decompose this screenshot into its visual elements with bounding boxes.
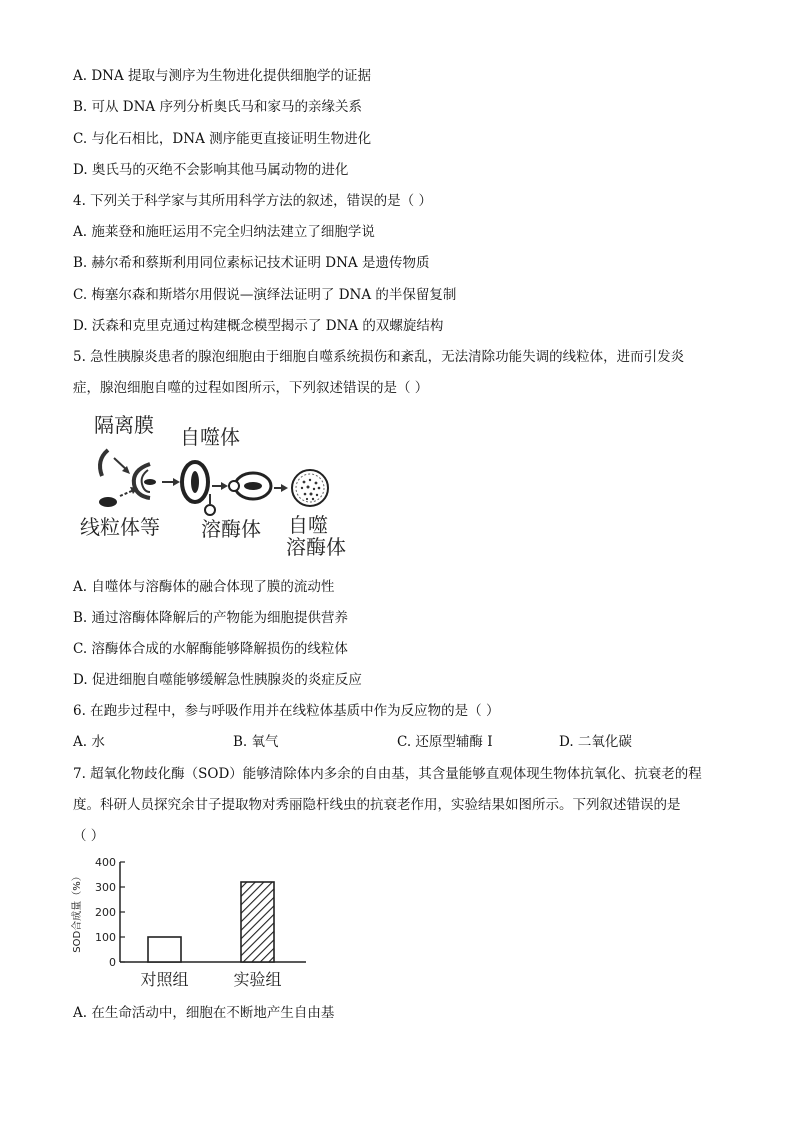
q7-stem-line3: （ ） <box>73 828 105 844</box>
chart-labels <box>140 970 281 989</box>
q3-option-a: A. DNA 提取与测序为生物进化提供细胞学的证据 <box>73 68 372 84</box>
y-axis-label: SOD合成量（%） <box>72 871 83 953</box>
q5-stem-line2: 症，腺泡细胞自噬的过程如图所示，下列叙述错误的是（ ） <box>73 380 429 396</box>
fusing-vesicle-cargo <box>244 482 262 490</box>
q5-option-b: B. 通过溶酶体降解后的产物能为细胞提供营养 <box>73 610 349 626</box>
q5-stem-line1: 5. 急性胰腺炎患者的腺泡细胞由于细胞自噬系统损伤和紊乱，无法清除功能失调的线粒体，进而引发炎 <box>73 349 685 365</box>
q6-stem: 6. 在跑步过程中，参与呼吸作用并在线粒体基质中作为反应物的是（ ） <box>73 703 500 719</box>
x-tick-label: 实验组 <box>233 970 282 989</box>
q3-option-d: D. 奥氏马的灭绝不会影响其他马属动物的进化 <box>73 162 349 178</box>
arrowhead-to-autophagosome <box>173 478 180 486</box>
y-tick-label: 200 <box>95 906 116 919</box>
q5-option-a: A. 自噬体与溶酶体的融合体现了膜的流动性 <box>73 579 335 595</box>
autophagy-diagram <box>78 408 378 560</box>
sod-bar-chart <box>66 850 316 995</box>
bar-2 <box>241 882 274 962</box>
y-tick-label: 300 <box>95 881 116 894</box>
q6-option-c: C. 还原型辅酶 Ⅰ <box>397 734 493 750</box>
q4-option-b: B. 赫尔希和蔡斯利用同位素标记技术证明 DNA 是遗传物质 <box>73 255 430 271</box>
label-lysosome: 溶酶体 <box>201 517 261 541</box>
y-tick-label: 0 <box>109 956 116 969</box>
bar-1 <box>148 937 181 962</box>
arrowhead-to-fusion <box>221 482 228 490</box>
q3-option-b: B. 可从 DNA 序列分析奥氏马和家马的亲缘关系 <box>73 99 362 115</box>
lysosome-shape <box>205 505 215 515</box>
engulfed-cargo <box>144 479 156 485</box>
label-autolysosome-line1: 自噬 <box>288 513 328 537</box>
y-tick-label: 100 <box>95 931 116 944</box>
mitochondrion-shape <box>99 497 117 507</box>
isolation-membrane-shape <box>100 450 108 476</box>
q6-options <box>73 732 632 752</box>
q4-option-d: D. 沃森和克里克通过构建概念模型揭示了 DNA 的双螺旋结构 <box>73 318 444 334</box>
q3-option-c: C. 与化石相比，DNA 测序能更直接证明生物进化 <box>73 131 372 147</box>
label-autolysosome-line2: 溶酶体 <box>286 535 346 559</box>
autolysosome-shape <box>292 470 328 506</box>
q7-stem-line1: 7. 超氧化物歧化酶（SOD）能够清除体内多余的自由基，其含量能够直观体现生物体抗氧化、抗衰老的程 <box>73 766 702 782</box>
label-isolation-membrane: 隔离膜 <box>94 413 154 437</box>
q4-option-c: C. 梅塞尔森和斯塔尔用假说—演绎法证明了 DNA 的半保留复制 <box>73 287 457 303</box>
fusing-lysosome <box>229 481 239 491</box>
q4-option-a: A. 施莱登和施旺运用不完全归纳法建立了细胞学说 <box>73 224 375 240</box>
label-autophagosome: 自噬体 <box>180 425 240 449</box>
autophagosome-cargo <box>191 471 199 493</box>
q6-option-b: B. 氧气 <box>233 734 279 750</box>
q5-option-d: D. 促进细胞自噬能够缓解急性胰腺炎的炎症反应 <box>73 672 362 688</box>
q7-stem-line2: 度。科研人员探究余甘子提取物对秀丽隐杆线虫的抗衰老作用，实验结果如图所示。下列叙述错误的是 <box>73 797 681 813</box>
q6-option-a: A. 水 <box>73 734 105 750</box>
q6-option-d: D. 二氧化碳 <box>559 734 632 750</box>
q4-stem: 4. 下列关于科学家与其所用科学方法的叙述，错误的是（ ） <box>73 193 432 209</box>
arrowhead-to-autolysosome <box>281 484 288 492</box>
q5-option-c: C. 溶酶体合成的水解酶能够降解损伤的线粒体 <box>73 641 348 657</box>
q7-option-a: A. 在生命活动中，细胞在不断地产生自由基 <box>73 1005 335 1021</box>
label-mitochondria: 线粒体等 <box>80 515 160 539</box>
y-tick-label: 400 <box>95 856 116 869</box>
chart-bars <box>148 882 274 962</box>
x-tick-label: 对照组 <box>140 970 189 989</box>
